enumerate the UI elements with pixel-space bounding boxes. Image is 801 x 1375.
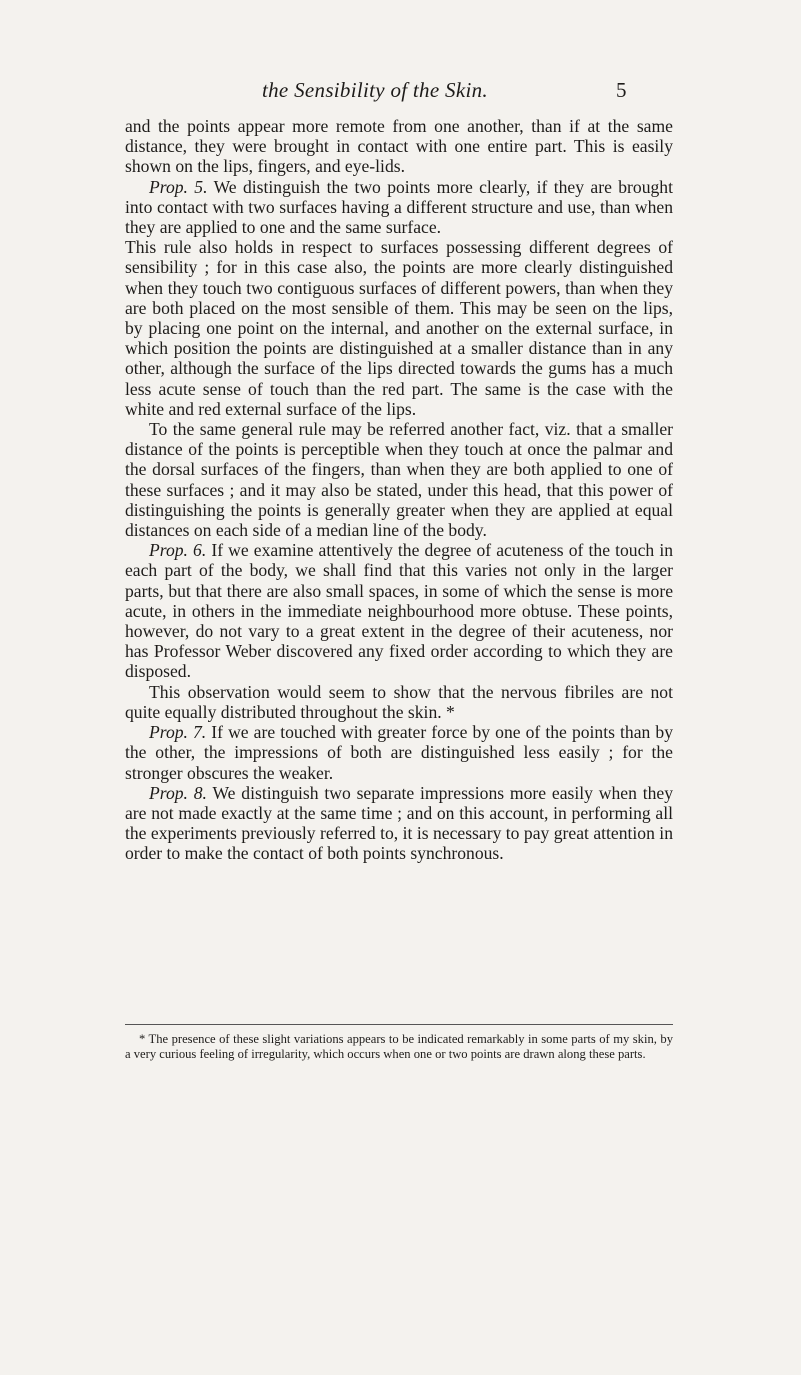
body-text [125,116,673,864]
page-number: 5 [616,78,627,102]
proposition-label: Prop. 7. [149,722,207,743]
paragraph-general-rule [125,419,673,540]
footnote-text: * The presence of these slight variations appears to be indicated remarkably in some parts of my skin, by a very curious feeling of irregularity, which occurs when one or two points are drawn along these parts. [125,1032,673,1061]
paragraph-text: We distinguish two separate impressions more easily when they are not made exactly at the same time ; and on this account, in performing all the experiments previously referred to, it is necessary to pay great attention in order to make the contact of both points synchronous. [125,782,674,864]
paragraph-prop-7 [125,722,673,783]
paragraph-continuation [125,116,673,177]
paragraph-text: This observation would seem to show that the nervous fibriles are not quite equally distributed throughout the skin. * [125,681,673,722]
paragraph-text: We distinguish the two points more clearly, if they are brought into contact with two surfaces having a different structure and use, than when they are applied to one and the same surface. [125,176,673,238]
proposition-label: Prop. 6. [149,540,207,561]
paragraph-observation [125,682,673,722]
proposition-label: Prop. 8. [149,782,207,803]
footnote [125,1032,673,1061]
paragraph-prop-8 [125,783,673,864]
running-title: the Sensibility of the Skin. [262,78,488,102]
paragraph-prop-6 [125,540,673,681]
paragraph-text: and the points appear more remote from one another, than if at the same distance, they were brought in contact with one entire part. This is easily shown on the lips, fingers, and eye-lids. [125,116,673,177]
paragraph-text: To the same general rule may be referred another fact, viz. that a smaller distance of the points is perceptible when they touch at once the palmar and the dorsal surfaces of the fingers, than when they are both applied to one of these surfaces ; and it may also be stated, under this head, that this power of distinguishing the points is generally greater when they are applied at equal distances on each side of a median line of the body. [125,419,673,541]
proposition-label: Prop. 5. [149,176,208,197]
paragraph-prop-5 [125,177,673,238]
footnote-divider [125,1024,673,1025]
page-header [0,78,801,108]
paragraph-text: This rule also holds in respect to surfaces possessing different degrees of sensibility ; for in this case also, the points are more clearly distinguished when they touch two contiguous surfaces of different powers, than when they are both placed on the most sensible of them. This may be seen on the lips, by placing one point on the internal, and another on the external surface, in which position the points are distinguished at a smaller distance than in any other, although the surface of the lips directed towards the gums has a much less acute sense of touch than the red part. The same is the case with the white and red external surface of the lips. [125,237,673,419]
paragraph-text: If we are touched with greater force by one of the points than by the other, the impressions of both are distinguished less easily ; for the stronger obscures the weaker. [125,722,673,783]
paragraph-surfaces-sensibility [125,237,673,419]
paragraph-text: If we examine attentively the degree of acuteness of the touch in each part of the body, we shall find that this varies not only in the larger parts, but that there are also small spaces, in some of which the sense is more acute, in others in the immediate neighbourhood more obtuse. These points, however, do not vary to a great extent in the degree of their acuteness, nor has Professor Weber discovered any fixed order according to which they are disposed. [125,540,674,682]
